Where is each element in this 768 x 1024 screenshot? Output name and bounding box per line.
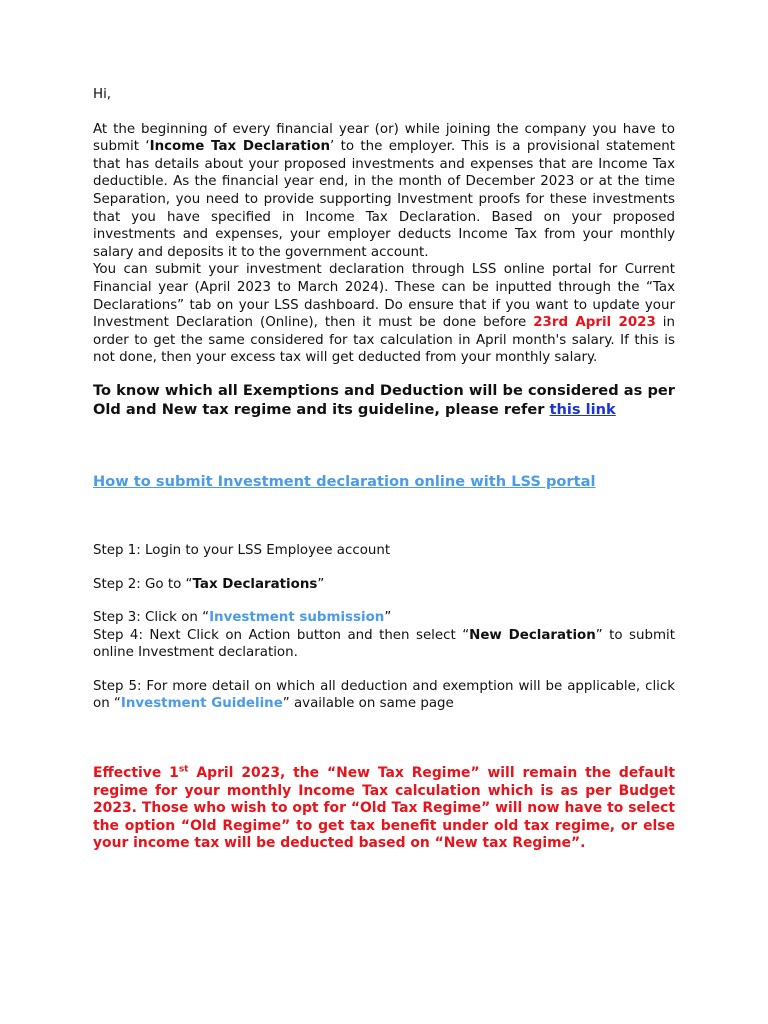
document-body: [93, 86, 675, 867]
new-declaration-term: New Declaration: [469, 627, 596, 643]
step-2-text-b: ”: [317, 576, 325, 592]
investment-guideline-term: Investment Guideline: [120, 696, 283, 712]
intro-p2-text-b: in order to get the same considered for tax calculation in April month's salary. If this is not done, then your excess tax will get deducted from your monthly salary.: [93, 315, 675, 366]
intro-text-b: ’ to the employer. This is a provisional statement that has details about your proposed investments and expenses that are Income Tax deductible. As the financial year end, in the month of December 2023 or at the time Separation, you need to provide supporting Investment proofs for these investments that you have specified in Income Tax Declaration. Based on your proposed investments and expenses, your employer deducts Income Tax from your monthly salary and deposits it to the government account.: [93, 139, 675, 260]
step-2: [93, 576, 675, 594]
notice-superscript: st: [178, 764, 189, 775]
new-tax-regime-notice: [93, 765, 675, 853]
intro-text-a: At the beginning of every financial year (or) while joining the company you have to submit ‘: [93, 121, 675, 155]
deadline-date: 23rd April 2023: [533, 315, 656, 331]
howto-submit-link[interactable]: How to submit Investment declaration online with LSS portal: [93, 472, 596, 490]
greeting: Hi,: [93, 87, 112, 102]
intro-paragraph-1: [93, 121, 675, 262]
step-4-text-a: Step 4: Next Click on Action button and then select “: [93, 627, 470, 643]
notice-text-b: April 2023, the “New Tax Regime” will remain the default regime for your monthly Income Tax calculation which is as per Budget 2023. Those who wish to opt for “Old Tax Regime” will now have to select the option “Old Regime” to get tax benefit under old tax regime, or else your income tax will be deducted based on “New tax Regime”.: [93, 765, 676, 852]
step-1: Step 1: Login to your LSS Employee account: [93, 542, 391, 558]
this-link[interactable]: this link: [549, 401, 616, 419]
exemptions-text: To know which all Exemptions and Deduction will be considered as per Old and New tax regime and its guideline, please refer: [93, 381, 675, 419]
exemptions-note: [93, 381, 675, 420]
step-5: [93, 678, 675, 713]
intro-paragraph-2: [93, 261, 675, 367]
tax-declarations-term: Tax Declarations: [192, 576, 318, 592]
step-2-text-a: Step 2: Go to “: [93, 576, 193, 592]
step-5-text-b: ” available on same page: [282, 696, 454, 712]
income-tax-declaration-term: Income Tax Declaration: [149, 139, 331, 155]
step-5-text-a: Step 5: For more detail on which all deduction and exemption will be applicable, click on “: [93, 678, 675, 712]
step-4: [93, 627, 675, 662]
step-3: [93, 609, 675, 627]
step-3-text-a: Step 3: Click on “: [93, 610, 210, 626]
notice-text-a: Effective 1: [93, 765, 179, 782]
intro-p2-text-a: You can submit your investment declaration through LSS online portal for Current Financial year (April 2023 to March 2024). These can be inputted through the “Tax Declarations” tab on your LSS dashboard. Do ensure that if you want to update your Investment Declaration (Online), then it must be done before: [93, 262, 675, 331]
step-3-text-b: ”: [384, 610, 392, 626]
step-4-text-b: ” to submit online Investment declaration.: [93, 627, 675, 661]
investment-submission-term: Investment submission: [209, 610, 385, 626]
steps-list: [93, 542, 675, 713]
